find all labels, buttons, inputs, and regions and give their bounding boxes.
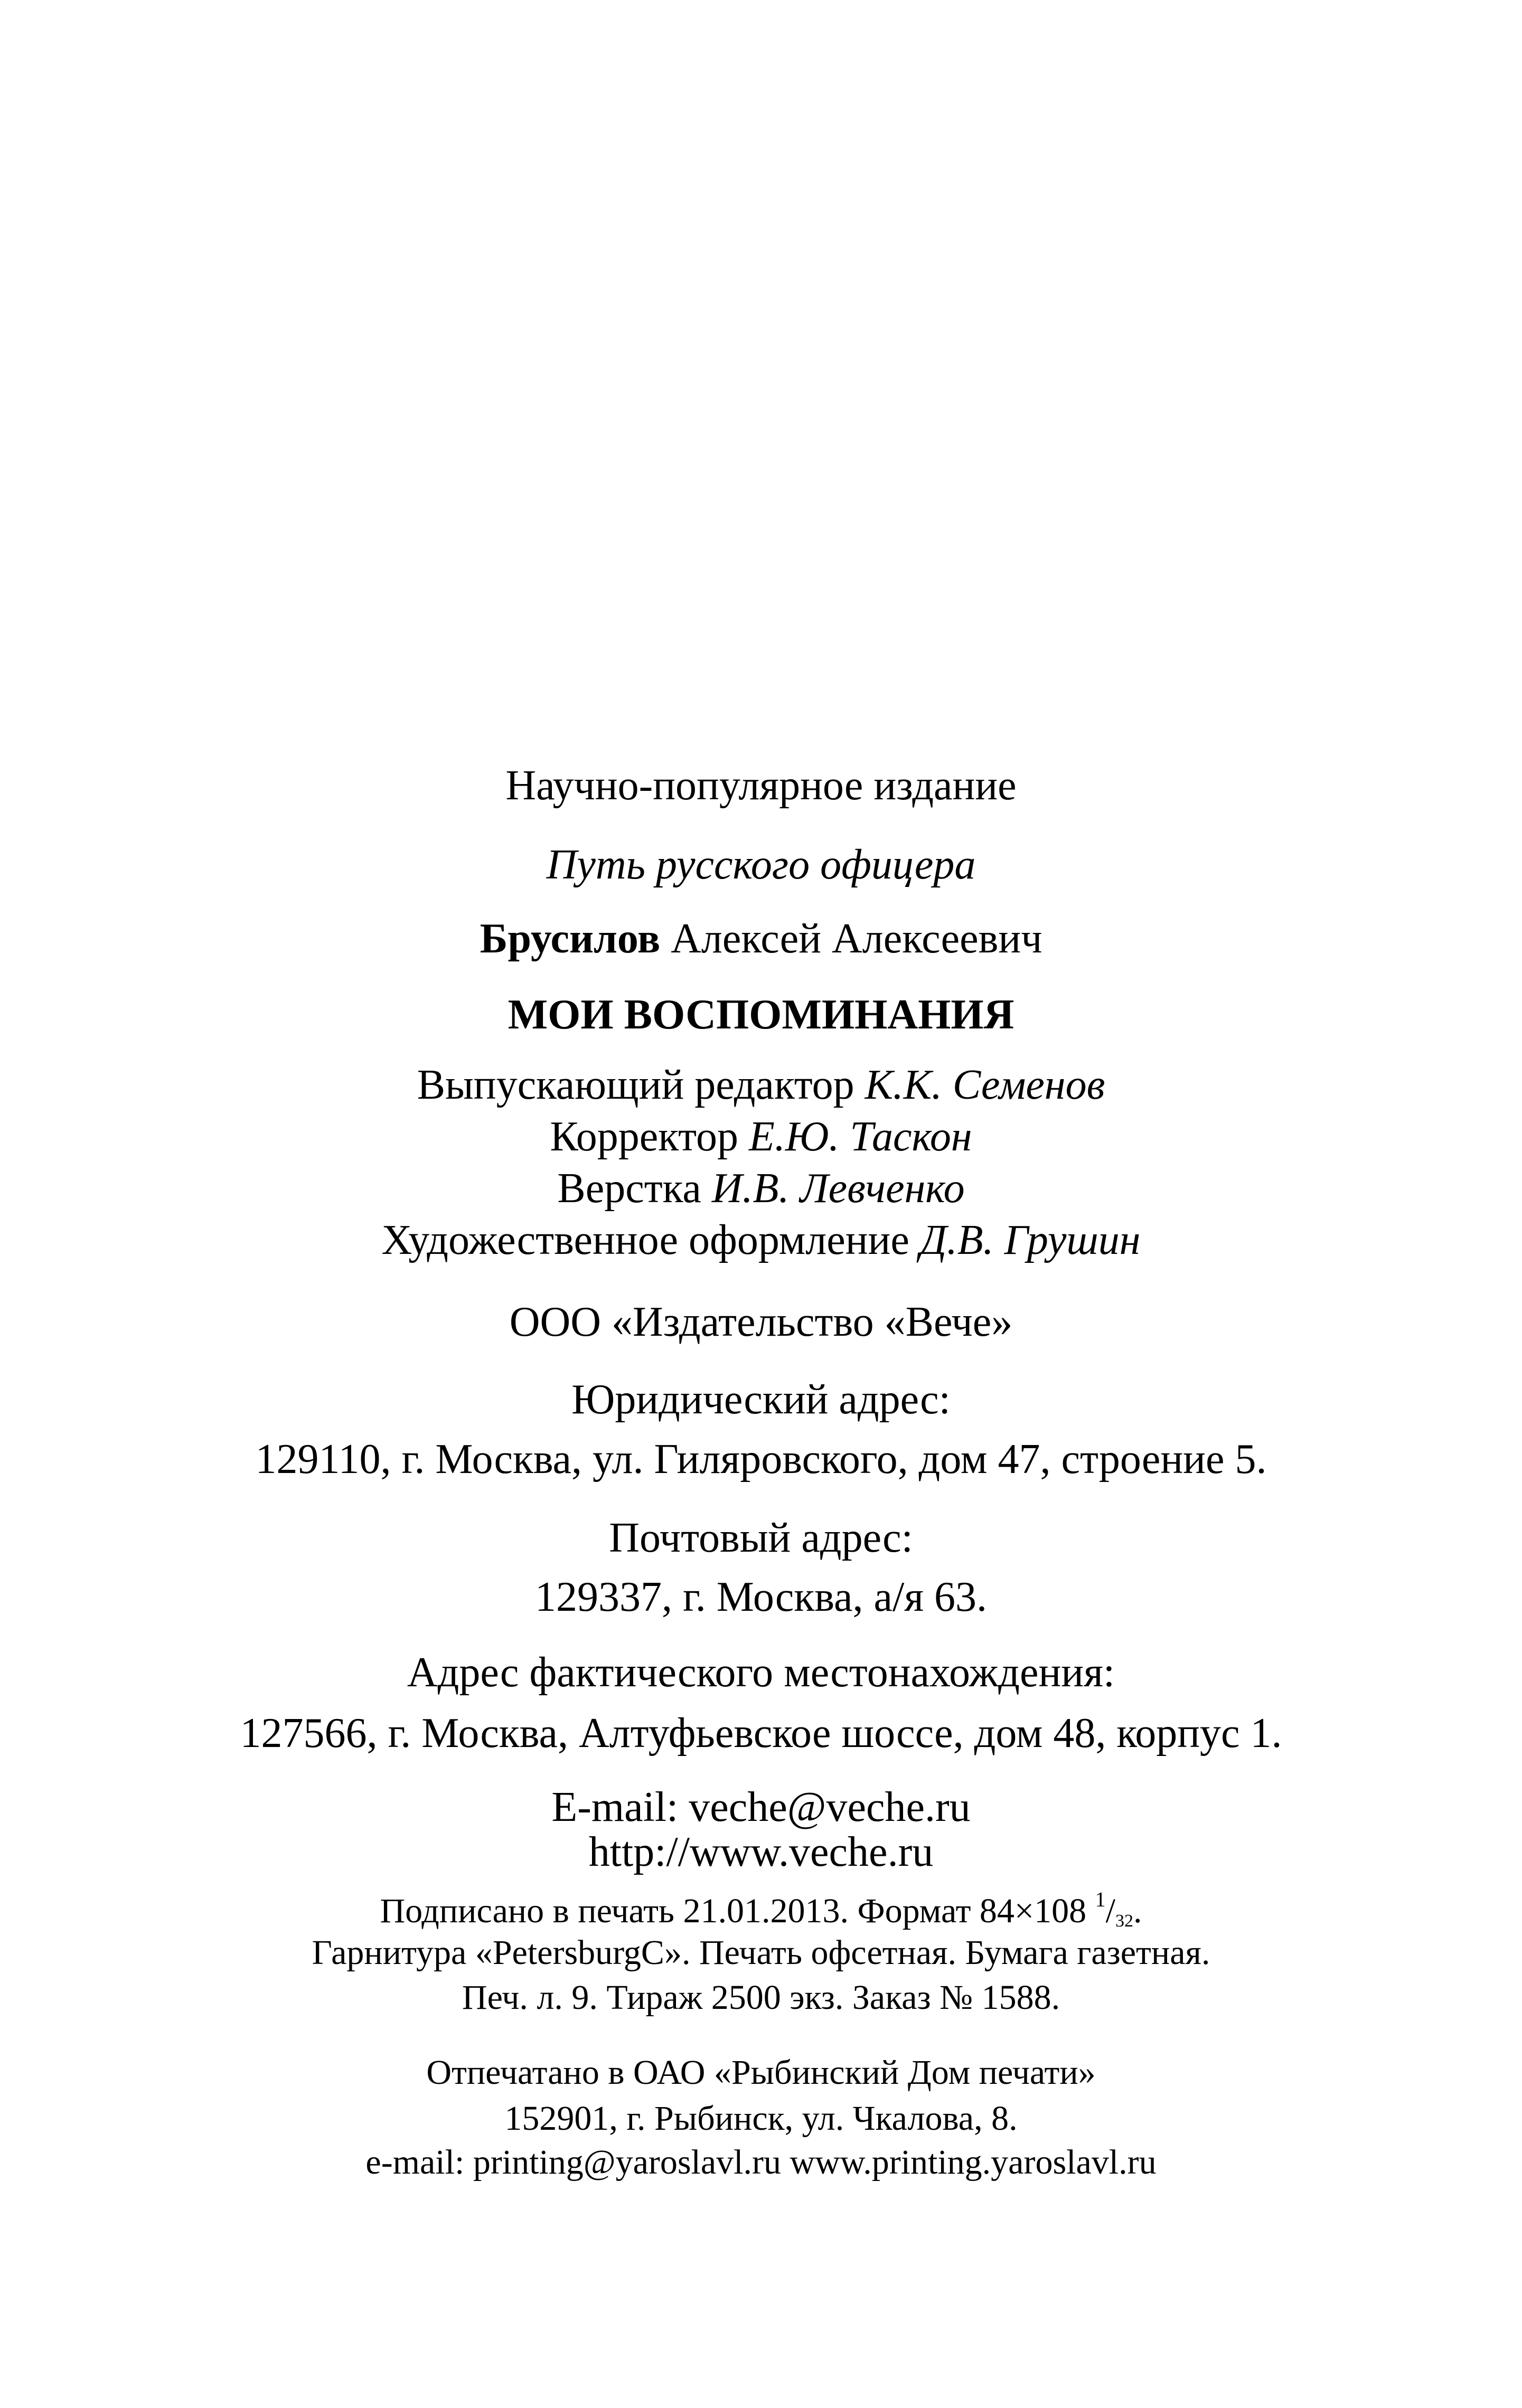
credit-role: Корректор: [550, 1113, 738, 1160]
edition-type: Научно-популярное издание: [505, 762, 1017, 809]
author-given-names: Алексей Алексеевич: [671, 915, 1042, 962]
credit-name: Е.Ю. Таскон: [748, 1113, 972, 1160]
credit-role: Верстка: [557, 1165, 701, 1212]
publisher-name: ООО «Издательство «Вече»: [509, 1299, 1013, 1345]
credit-corrector: [0, 1113, 1522, 1160]
book-title: МОИ ВОСПОМИНАНИЯ: [508, 991, 1014, 1038]
credit-name: И.В. Левченко: [711, 1165, 965, 1212]
publisher-website: http://www.veche.ru: [588, 1829, 934, 1875]
actual-address-label: Адрес фактического местонахождения:: [407, 1649, 1115, 1696]
credit-editor: [0, 1064, 1522, 1106]
series-title: Путь русского офицера: [546, 842, 976, 888]
format-denominator: 32: [1115, 1911, 1133, 1931]
legal-address-label: Юридический адрес:: [571, 1376, 951, 1423]
credit-role: Художественное оформление: [381, 1217, 909, 1263]
credit-name: Д.В. Грушин: [919, 1217, 1141, 1263]
printer-name: Отпечатано в ОАО «Рыбинский Дом печати»: [426, 2053, 1096, 2092]
actual-address: 127566, г. Москва, Алтуфьевское шоссе, дом 48, корпус 1.: [240, 1710, 1282, 1757]
author-surname: Брусилов: [480, 915, 661, 962]
credit-name: К.К. Семенов: [865, 1062, 1105, 1108]
format-end: .: [1133, 1892, 1142, 1930]
print-signed-text: Подписано в печать 21.01.2013. Формат 84×108: [380, 1892, 1087, 1930]
printer-address: 152901, г. Рыбинск, ул. Чкалова, 8.: [504, 2099, 1018, 2138]
print-typeface-line: Гарнитура «PetersburgC». Печать офсетная. Бумага газетная.: [312, 1933, 1210, 1972]
credit-layout: [0, 1167, 1522, 1210]
format-numerator: 1: [1095, 1887, 1106, 1911]
legal-address: 129110, г. Москва, ул. Гиляровского, дом 47, строение 5.: [255, 1436, 1267, 1482]
author-line: [0, 915, 1522, 962]
postal-address: 129337, г. Москва, а/я 63.: [534, 1574, 988, 1620]
print-signed-line: Подписано в печать 21.01.2013. Формат 84×108 $^1/_{32}$.: [380, 1887, 1142, 1931]
credit-role: Выпускающий редактор: [417, 1062, 854, 1108]
postal-address-label: Почтовый адрес:: [609, 1515, 913, 1561]
printer-contact: e-mail: printing@yaroslavl.ru www.printing.yaroslavl.ru: [365, 2143, 1157, 2182]
publisher-email: E-mail: veche@veche.ru: [551, 1784, 971, 1830]
print-run-line: Печ. л. 9. Тираж 2500 экз. Заказ № 1588.: [462, 1978, 1060, 2017]
credit-design: [0, 1219, 1522, 1261]
